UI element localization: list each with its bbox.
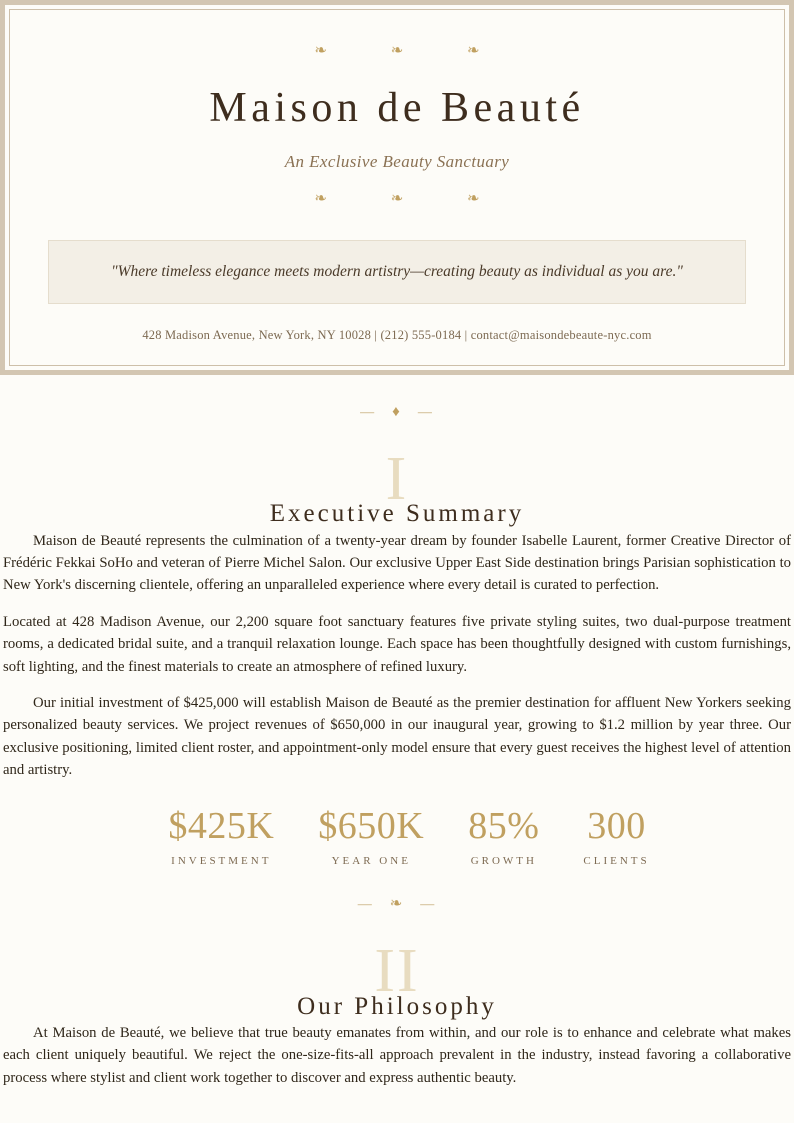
section-divider-floral bbox=[0, 897, 794, 912]
section-numeral-watermark: II bbox=[374, 937, 420, 1006]
paragraph: Maison de Beauté represents the culmination of a twenty-year dream by founder Isabelle Laurent, former Creative Director of Frédéric Fekkai SoHo and veteran of Pierre Michel Salon. Our exclusive Upper East Side destination brings Parisian sophistication to New York's discerning clientele, offering an unparalleled experience where every detail is curated to perfection. bbox=[3, 532, 791, 594]
metric-value: $650K bbox=[318, 805, 425, 848]
metric-label: CLIENTS bbox=[583, 855, 650, 868]
brand-title: Maison de Beauté bbox=[209, 85, 585, 131]
floral-ornament-row-bottom: ❧ ❧ ❧ bbox=[314, 191, 510, 208]
metric-value: 300 bbox=[587, 805, 646, 848]
section-our-philosophy bbox=[0, 937, 794, 1089]
section-header bbox=[0, 937, 794, 1022]
section-executive-summary bbox=[0, 444, 794, 868]
masthead-inner-frame bbox=[9, 9, 785, 366]
metric-value: 85% bbox=[468, 805, 540, 848]
section-divider-diamond bbox=[0, 405, 794, 420]
metric-growth bbox=[446, 807, 561, 867]
contact-line: 428 Madison Avenue, New York, NY 10028 | (212) 555-0184 | contact@maisondebeaute-nyc.com bbox=[142, 327, 652, 342]
masthead bbox=[0, 0, 794, 375]
section-title: Executive Summary bbox=[269, 500, 525, 528]
paragraph: Our initial investment of $425,000 will establish Maison de Beauté as the premier destination for affluent New Yorkers seeking personalized beauty services. We project revenues of $650,000 in our inaugural year, growing to $1.2 million by year three. Our exclusive positioning, limited client roster, and appointment-only model ensure that every guest receives the highest level of attention and artistry. bbox=[3, 694, 791, 778]
tagline-quote-text: "Where timeless elegance meets modern artistry—creating beauty as individual as you are." bbox=[111, 263, 683, 281]
divider-dash-left: — bbox=[357, 897, 374, 913]
section-header bbox=[0, 444, 794, 530]
divider-dash-left: — bbox=[360, 404, 377, 420]
metric-value: $425K bbox=[168, 805, 275, 848]
diamond-icon: ♦ bbox=[392, 403, 402, 420]
metric-investment bbox=[146, 807, 296, 867]
divider-dash-right: — bbox=[417, 404, 434, 420]
section-content bbox=[0, 1022, 794, 1089]
metric-label: YEAR ONE bbox=[331, 855, 411, 868]
document-body bbox=[0, 405, 794, 1089]
section-numeral-watermark: I bbox=[385, 444, 409, 513]
metric-label: INVESTMENT bbox=[171, 855, 272, 868]
metric-clients bbox=[561, 807, 671, 867]
metric-year-one bbox=[296, 807, 446, 867]
paragraph: At Maison de Beauté, we believe that true beauty emanates from within, and our role is to enhance and celebrate what makes each client uniquely beautiful. We reject the one-size-fits-all approach prevalent in the industry, instead favoring a collaborative process where stylist and client work together to discover and express authentic beauty. bbox=[3, 1025, 791, 1086]
paragraph: Located at 428 Madison Avenue, our 2,200 square foot sanctuary features five private styling suites, two dual-purpose treatment rooms, a dedicated bridal suite, and a tranquil relaxation lounge. Each space has been thoughtfully designed with custom furnishings, soft lighting, and the finest materials to create an atmosphere of refined luxury. bbox=[3, 613, 791, 675]
floral-ornament-row-top: ❧ ❧ ❧ bbox=[314, 43, 510, 59]
metric-label: GROWTH bbox=[470, 855, 537, 868]
section-title: Our Philosophy bbox=[297, 992, 497, 1020]
brand-subtitle: An Exclusive Beauty Sanctuary bbox=[284, 152, 510, 172]
floral-heart-icon: ❧ bbox=[389, 896, 405, 913]
tagline-quote-box bbox=[48, 240, 746, 304]
section-content bbox=[0, 530, 794, 781]
key-metrics-row bbox=[0, 807, 794, 867]
divider-dash-right: — bbox=[420, 897, 437, 913]
